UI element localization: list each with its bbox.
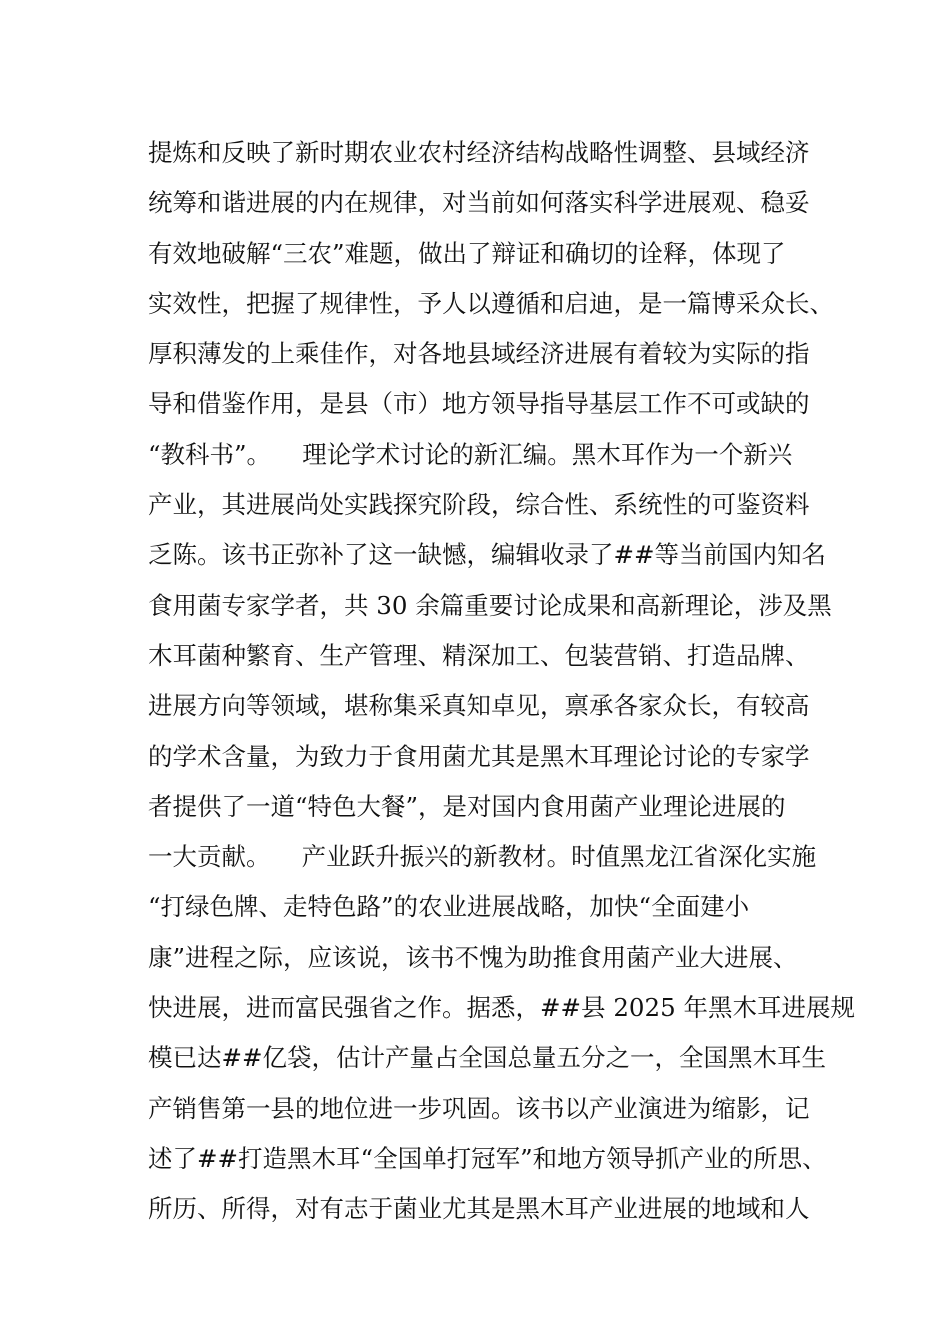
text-line: 所历、所得，对有志于菌业尤其是黑木耳产业进展的地域和人 bbox=[148, 1194, 810, 1224]
text-line: 产业，其进展尚处实践探究阶段，综合性、系统性的可鉴资料 bbox=[148, 490, 810, 520]
text-line: 厚积薄发的上乘佳作，对各地县域经济进展有着较为实际的指 bbox=[148, 339, 810, 369]
text-line: 进展方向等领域，堪称集采真知卓见，禀承各家众长，有较高 bbox=[148, 691, 810, 721]
text-line: 的学术含量，为致力于食用菌尤其是黑木耳理论讨论的专家学 bbox=[148, 741, 810, 771]
text-line: 实效性，把握了规律性，予人以遵循和启迪，是一篇博采众长、 bbox=[148, 288, 834, 318]
text-line: 统筹和谐进展的内在规律，对当前如何落实科学进展观、稳妥 bbox=[148, 188, 810, 218]
text-line: 模已达##亿袋，估计产量占全国总量五分之一，全国黑木耳生 bbox=[148, 1043, 827, 1073]
text-line: 述了##打造黑木耳“全国单打冠军”和地方领导抓产业的所思、 bbox=[148, 1143, 827, 1173]
text-line: 康”进程之际，应该说，该书不愧为助推食用菌产业大进展、 bbox=[148, 942, 798, 972]
text-line: 提炼和反映了新时期农业农村经济结构战略性调整、县域经济 bbox=[148, 138, 810, 167]
text-line: 一大贡献。 产业跃升振兴的新教材。时值黑龙江省深化实施 bbox=[148, 842, 817, 872]
text-line: 木耳菌种繁育、生产管理、精深加工、包装营销、打造品牌、 bbox=[148, 640, 810, 670]
text-line: 导和借鉴作用，是县（市）地方领导指导基层工作不可或缺的 bbox=[148, 389, 810, 419]
text-line: “教科书”。 理论学术讨论的新汇编。黑木耳作为一个新兴 bbox=[148, 439, 793, 469]
text-line: 快进展，进而富民强省之作。据悉，##县 2025 年黑木耳进展规 bbox=[148, 993, 855, 1023]
text-line: 产销售第一县的地位进一步巩固。该书以产业演进为缩影，记 bbox=[148, 1093, 810, 1123]
text-line: 有效地破解“三农”难题，做出了辩证和确切的诠释，体现了 bbox=[148, 238, 786, 268]
text-line: 食用菌专家学者，共 30 余篇重要讨论成果和高新理论，涉及黑 bbox=[148, 590, 832, 620]
text-line: 乏陈。该书正弥补了这一缺憾，编辑收录了##等当前国内知名 bbox=[148, 540, 827, 570]
text-line: 者提供了一道“特色大餐”，是对国内食用菌产业理论进展的 bbox=[148, 791, 786, 821]
text-line: “打绿色牌、走特色路”的农业进展战略，加快“全面建小 bbox=[148, 892, 750, 922]
body-text bbox=[148, 133, 855, 1240]
